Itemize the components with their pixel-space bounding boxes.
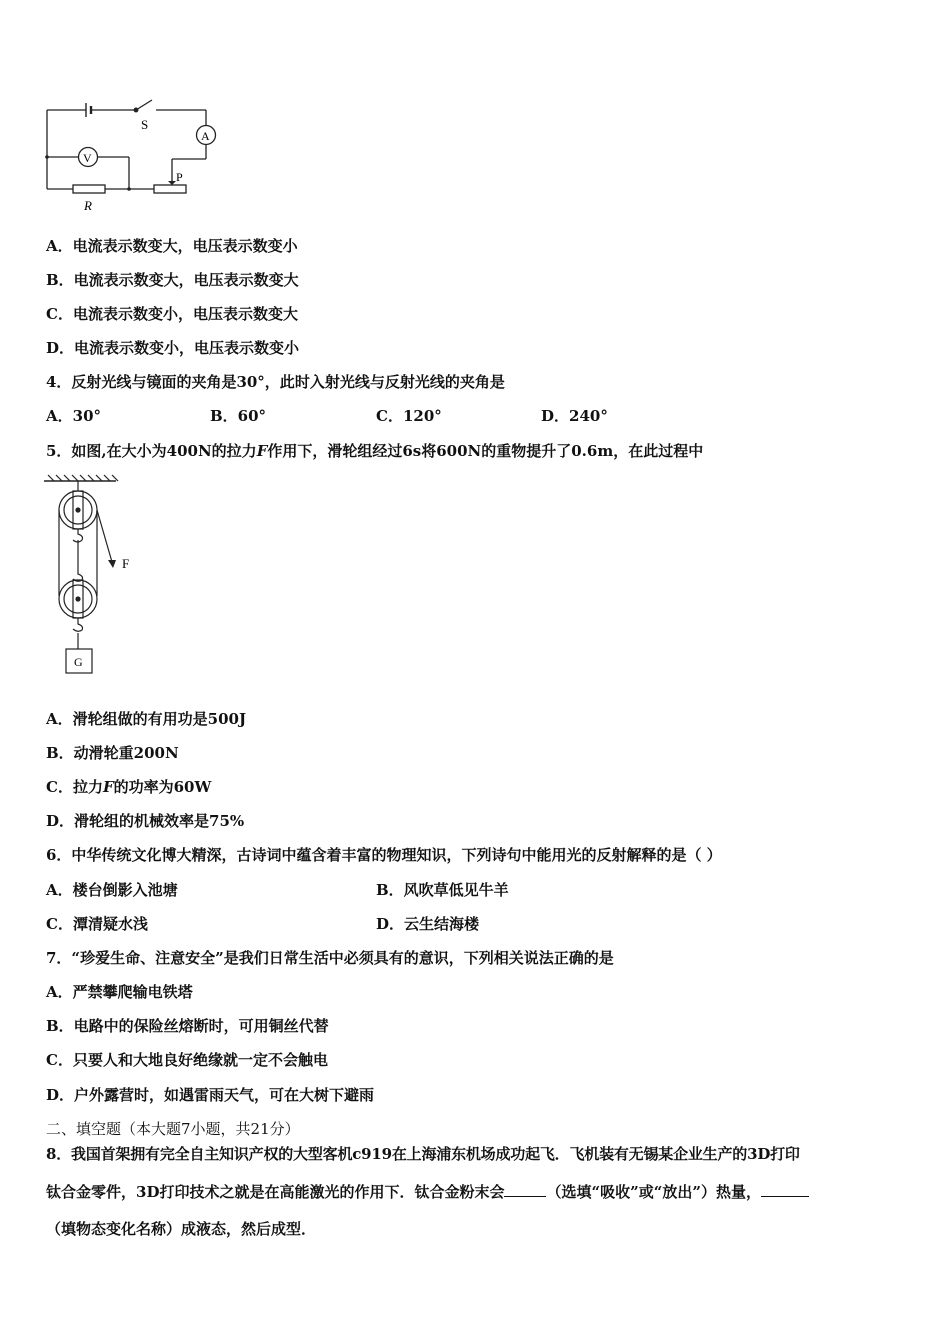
q5-stem	[46, 441, 703, 461]
q6-stem: 6．中华传统文化博大精深，古诗词中蕴含着丰富的物理知识，下列诗句中能用光的反射解释的是（ ）	[46, 846, 722, 864]
q8-blank-1[interactable]	[504, 1182, 546, 1197]
q7-option-a: A．严禁攀爬输电铁塔	[46, 983, 193, 1001]
q5-option-c-var: F	[102, 778, 114, 796]
q7-option-c: C．只要人和大地良好绝缘就一定不会触电	[46, 1051, 328, 1069]
q8-line2-middle: （选填“吸收”或“放出”）热量，	[546, 1183, 761, 1201]
q7-stem: 7．“珍爱生命、注意安全”是我们日常生活中必须具有的意识，下列相关说法正确的是	[46, 949, 614, 967]
q5-stem-after: 作用下，滑轮组经过6s将600N的重物提升了0.6m，在此过程中	[267, 442, 704, 460]
slider-label: P	[176, 170, 183, 184]
voltmeter-label: V	[83, 151, 92, 165]
q7-option-b: B．电路中的保险丝熔断时，可用铜丝代替	[46, 1017, 329, 1035]
q8-line2	[46, 1182, 809, 1202]
q5-stem-var: F	[256, 442, 268, 460]
q6-option-a: A．楼台倒影入池塘	[46, 881, 178, 899]
weight-label: G	[74, 655, 83, 669]
q3-option-b: B．电流表示数变大，电压表示数变大	[46, 271, 299, 289]
q8-line1: 8．我国首架拥有完全自主知识产权的大型客机c919在上海浦东机场成功起飞．飞机装有无锡某企业生产的3D打印	[46, 1145, 800, 1163]
q5-stem-before: 5．如图,在大小为400N的拉力	[46, 442, 257, 460]
q6-option-b: B．风吹草低见牛羊	[376, 881, 509, 899]
q7-option-d: D．户外露营时，如遇雷雨天气，可在大树下避雨	[46, 1086, 375, 1104]
q4-option-d: D．240°	[541, 407, 608, 425]
q6-option-d: D．云生结海楼	[376, 915, 480, 933]
ammeter-label: A	[201, 129, 210, 143]
switch-label: S	[141, 117, 149, 132]
q4-option-b: B．60°	[210, 407, 267, 425]
q4-option-c: C．120°	[376, 407, 442, 425]
q8-line3: （填物态变化名称）成液态，然后成型．	[46, 1220, 317, 1238]
q5-option-a: A．滑轮组做的有用功是500J	[46, 710, 247, 728]
q3-option-c: C．电流表示数变小，电压表示数变大	[46, 305, 298, 323]
q4-stem: 4．反射光线与镜面的夹角是30°，此时入射光线与反射光线的夹角是	[46, 373, 505, 391]
q8-line2-before: 钛合金零件，3D打印技术之就是在高能激光的作用下．钛合金粉末会	[46, 1183, 505, 1201]
pulley-diagram	[40, 474, 150, 684]
resistor-label: R	[84, 198, 92, 213]
q5-option-b: B．动滑轮重200N	[46, 744, 179, 762]
q4-option-a: A．30°	[46, 407, 102, 425]
q5-option-d: D．滑轮组的机械效率是75%	[46, 812, 245, 830]
q5-option-c-before: C．拉力	[46, 778, 103, 796]
q3-option-d: D．电流表示数变小，电压表示数变小	[46, 339, 300, 357]
q3-option-a: A．电流表示数变大，电压表示数变小	[46, 237, 298, 255]
q8-blank-2[interactable]	[761, 1182, 809, 1197]
section2-heading: 二、填空题（本大题7小题，共21分）	[46, 1120, 300, 1138]
q6-option-c: C．潭清疑水浅	[46, 915, 148, 933]
force-label: F	[122, 556, 130, 571]
q5-option-c-after: 的功率为60W	[113, 778, 212, 796]
q5-option-c	[46, 777, 211, 797]
circuit-diagram	[40, 95, 230, 215]
